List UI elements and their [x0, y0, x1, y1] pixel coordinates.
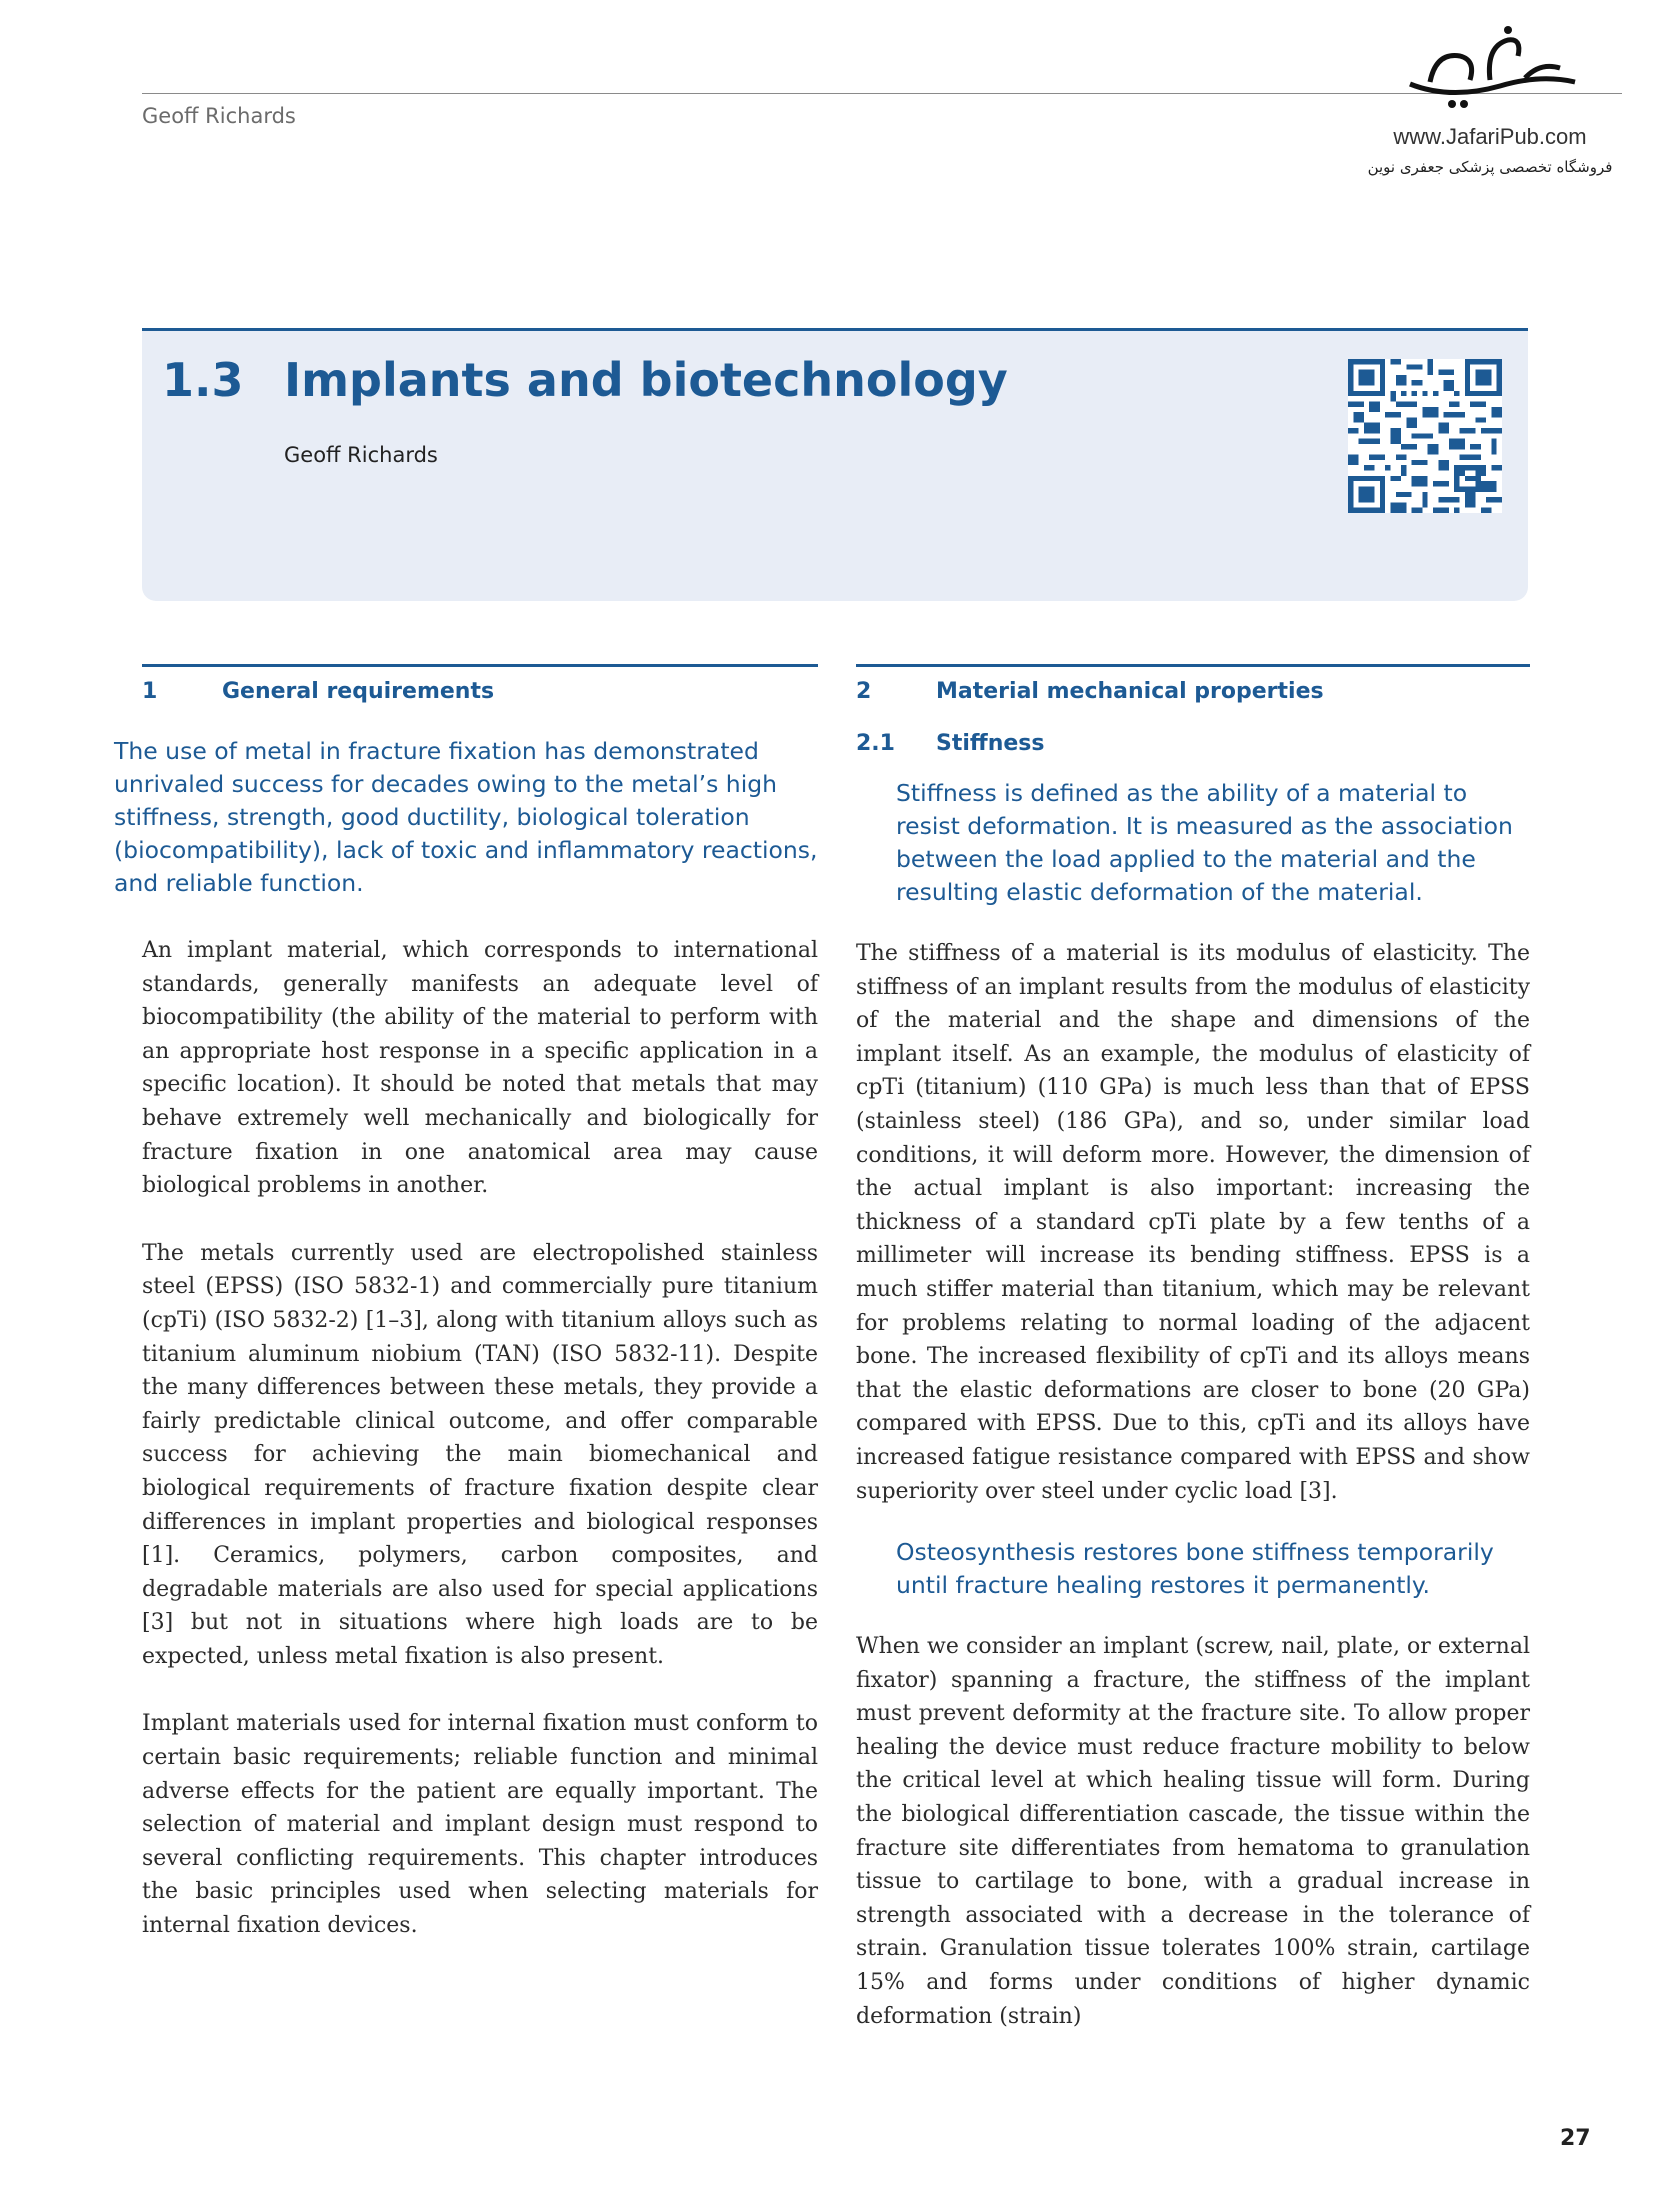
- chapter-title: Implants and biotechnology: [284, 353, 1008, 407]
- publisher-logo: [1360, 22, 1620, 182]
- section-heading: [142, 664, 818, 713]
- chapter-title-box: [142, 328, 1528, 601]
- left-column: [114, 664, 818, 1977]
- key-statement: Stiffness is defined as the ability of a material to resist deformation. It is measured as the association between the load applied to the material and the resulting elastic deformation of the material.: [896, 779, 1513, 906]
- body-paragraph: When we consider an implant (screw, nail, plate, or external fixator) spanning a fracture, the stiffness of the implant must prevent deformity at the fracture site. To allow proper healing the device must reduce fracture mobility to below the critical level at which healing tissue will form. During the biological differentiation cascade, the tissue within the fracture site differentiates from hematoma to granulation tissue to cartilage to bone, with a gradual increase in strength associated with a decrease in the tolerance of strain. Granulation tissue tolerates 100% strain, cartilage 15% and forms under conditions of higher dynamic deformation (strain): [856, 1634, 1530, 2029]
- body-paragraph: The metals currently used are electropolished stainless steel (EPSS) (ISO 5832-1) and commercially pure titanium (cpTi) (ISO 5832-2) [1–3], along with titanium alloys such as titanium aluminum niobium (TAN) (ISO 5832-11). Despite the many differences between these metals, they provide a fairly predictable clinical outcome, and offer comparable success for achieving the main biomechanical and biological requirements of fracture fixation despite clear differences in implant properties and biological responses [1]. Ceramics, polymers, carbon composites, and degradable materials are also used for special applications [3] but not in situations where high loads are to be expected, unless metal fixation is also present.: [142, 1240, 818, 1669]
- subsection-number: 2.1: [856, 731, 895, 756]
- section-title: General requirements: [222, 679, 495, 704]
- section-title: Material mechanical properties: [936, 679, 1324, 704]
- body-paragraph: An implant material, which corresponds to international standards, generally manifests an adequate level of biocompatibility (the ability of the material to perform with an appropriate host response in a specific application in a specific location). It should be noted that metals that may behave extremely well mechanically and biologically for fracture fixation in one anatomical area may cause biological problems in another.: [142, 938, 818, 1199]
- lead-statement: The use of metal in fracture fixation has demonstrated unrivaled success for decades owing to the metal’s high stiffness, strength, good ductility, biological toleration (biocompatibility), lack of toxic and inflammatory reactions, and reliable function.: [114, 737, 818, 897]
- subsection-title: Stiffness: [936, 731, 1045, 756]
- qr-code-icon[interactable]: [1348, 359, 1502, 513]
- running-head: Geoff Richards: [142, 104, 296, 128]
- subsection-heading: [856, 731, 1530, 761]
- right-column: [856, 664, 1530, 2067]
- logo-tagline: فروشگاه تخصصی پزشکی جعفری نوین: [1367, 158, 1613, 176]
- logo-url: www.JafariPub.com: [1393, 124, 1587, 149]
- page-number: 27: [1560, 2126, 1591, 2151]
- body-paragraph: The stiffness of a material is its modulus of elasticity. The stiffness of an implant results from the modulus of elasticity of the material and the shape and dimensions of the implant itself. As an example, the modulus of elasticity of cpTi (titanium) (110 GPa) is much less than that of EPSS (stainless steel) (186 GPa), and so, under similar load conditions, it will deform more. However, the dimension of the actual implant is also important: increasing the thickness of a standard cpTi plate by a few tenths of a millimeter will increase its bending stiffness. EPSS is a much stiffer material than titanium, which may be relevant for problems relating to normal loading of the adjacent bone. The increased flexibility of cpTi and its alloys means that the elastic deformations are closer to bone (20 GPa) compared with EPSS. Due to this, cpTi and its alloys have increased fatigue resistance compared with EPSS and show superiority over steel under cyclic load [3].: [856, 941, 1530, 1504]
- section-number: 1: [142, 679, 158, 704]
- body-paragraph: Implant materials used for internal fixation must conform to certain basic requirements; reliable function and minimal adverse effects for the patient are equally important. The selection of material and implant design must respond to several conflicting requirements. This chapter introduces the basic principles used when selecting materials for internal fixation devices.: [142, 1711, 818, 1939]
- calligraphy-logo-icon: [1390, 22, 1590, 114]
- key-statement: Osteosynthesis restores bone stiffness temporarily until fracture healing restores it permanently.: [896, 1538, 1494, 1600]
- chapter-author: Geoff Richards: [284, 443, 438, 467]
- section-heading: [856, 664, 1530, 713]
- chapter-number: 1.3: [162, 353, 244, 407]
- section-number: 2: [856, 679, 872, 704]
